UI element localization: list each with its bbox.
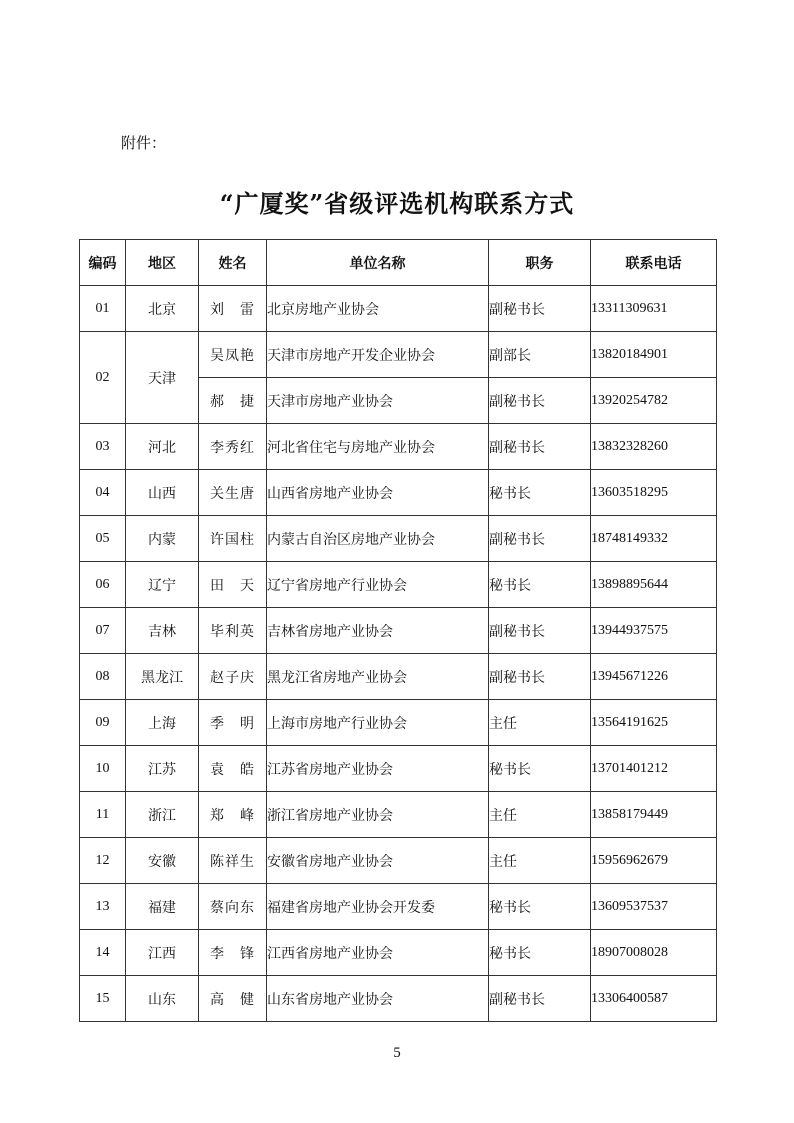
cell-title: 副秘书长 (489, 516, 591, 562)
cell-region: 浙江 (126, 792, 199, 838)
cell-code: 09 (80, 700, 126, 746)
cell-code: 12 (80, 838, 126, 884)
contacts-table (79, 239, 717, 1022)
cell-region: 北京 (126, 286, 199, 332)
cell-name: 季 明 (199, 700, 267, 746)
cell-name: 袁 皓 (199, 746, 267, 792)
cell-phone: 13311309631 (591, 286, 717, 332)
cell-name: 赵子庆 (199, 654, 267, 700)
cell-code: 10 (80, 746, 126, 792)
cell-title: 主任 (489, 700, 591, 746)
cell-name: 李秀红 (199, 424, 267, 470)
cell-phone: 13858179449 (591, 792, 717, 838)
header-name: 姓名 (199, 240, 267, 286)
cell-phone: 13944937575 (591, 608, 717, 654)
table-row (80, 608, 717, 654)
cell-unit: 山东省房地产业协会 (267, 976, 489, 1022)
cell-unit: 安徽省房地产业协会 (267, 838, 489, 884)
cell-code: 08 (80, 654, 126, 700)
cell-code: 14 (80, 930, 126, 976)
cell-region: 黑龙江 (126, 654, 199, 700)
cell-title: 主任 (489, 792, 591, 838)
cell-title: 副秘书长 (489, 976, 591, 1022)
cell-unit: 江苏省房地产业协会 (267, 746, 489, 792)
cell-unit: 黑龙江省房地产业协会 (267, 654, 489, 700)
table-row (80, 746, 717, 792)
cell-unit: 福建省房地产业协会开发委 (267, 884, 489, 930)
cell-name: 郑 峰 (199, 792, 267, 838)
cell-region: 河北 (126, 424, 199, 470)
cell-phone: 13306400587 (591, 976, 717, 1022)
cell-region: 天津 (126, 332, 199, 424)
header-title: 职务 (489, 240, 591, 286)
cell-unit: 天津市房地产开发企业协会 (267, 332, 489, 378)
cell-title: 秘书长 (489, 930, 591, 976)
cell-region: 内蒙 (126, 516, 199, 562)
cell-region: 安徽 (126, 838, 199, 884)
table-row (80, 470, 717, 516)
cell-title: 副秘书长 (489, 608, 591, 654)
table-row (80, 424, 717, 470)
table-row (80, 976, 717, 1022)
cell-title: 秘书长 (489, 884, 591, 930)
cell-region: 山西 (126, 470, 199, 516)
cell-name: 蔡向东 (199, 884, 267, 930)
table-row (80, 332, 717, 378)
cell-region: 山东 (126, 976, 199, 1022)
cell-unit: 辽宁省房地产行业协会 (267, 562, 489, 608)
cell-phone: 18907008028 (591, 930, 717, 976)
cell-phone: 15956962679 (591, 838, 717, 884)
cell-unit: 浙江省房地产业协会 (267, 792, 489, 838)
cell-code: 01 (80, 286, 126, 332)
cell-code: 07 (80, 608, 126, 654)
cell-title: 秘书长 (489, 562, 591, 608)
cell-name: 陈祥生 (199, 838, 267, 884)
cell-code: 02 (80, 332, 126, 424)
cell-title: 秘书长 (489, 746, 591, 792)
page-number: 5 (393, 1045, 401, 1061)
cell-phone: 13820184901 (591, 332, 717, 378)
cell-region: 江苏 (126, 746, 199, 792)
table-row (80, 286, 717, 332)
cell-phone: 13564191625 (591, 700, 717, 746)
cell-phone: 13609537537 (591, 884, 717, 930)
cell-code: 03 (80, 424, 126, 470)
table-row (80, 838, 717, 884)
table-row (80, 792, 717, 838)
cell-region: 江西 (126, 930, 199, 976)
cell-region: 辽宁 (126, 562, 199, 608)
cell-phone: 13701401212 (591, 746, 717, 792)
cell-unit: 内蒙古自治区房地产业协会 (267, 516, 489, 562)
cell-code: 11 (80, 792, 126, 838)
cell-title: 副秘书长 (489, 424, 591, 470)
table-row (80, 516, 717, 562)
cell-name: 许国柱 (199, 516, 267, 562)
cell-title: 副部长 (489, 332, 591, 378)
cell-region: 福建 (126, 884, 199, 930)
header-unit: 单位名称 (267, 240, 489, 286)
cell-region: 上海 (126, 700, 199, 746)
table-header-row (80, 240, 717, 286)
cell-unit: 上海市房地产行业协会 (267, 700, 489, 746)
header-code: 编码 (80, 240, 126, 286)
cell-name: 关生唐 (199, 470, 267, 516)
cell-name: 李 锋 (199, 930, 267, 976)
table-row (80, 654, 717, 700)
cell-title: 副秘书长 (489, 286, 591, 332)
header-phone: 联系电话 (591, 240, 717, 286)
table-row (80, 884, 717, 930)
cell-title: 副秘书长 (489, 654, 591, 700)
header-region: 地区 (126, 240, 199, 286)
attachment-label: 附件： (121, 134, 167, 152)
cell-phone: 13603518295 (591, 470, 717, 516)
page-title: “广厦奖”省级评选机构联系方式 (219, 189, 575, 218)
cell-unit: 江西省房地产业协会 (267, 930, 489, 976)
cell-code: 06 (80, 562, 126, 608)
cell-phone: 13945671226 (591, 654, 717, 700)
cell-unit: 河北省住宅与房地产业协会 (267, 424, 489, 470)
table-row (80, 700, 717, 746)
cell-title: 副秘书长 (489, 378, 591, 424)
cell-code: 15 (80, 976, 126, 1022)
cell-unit: 北京房地产业协会 (267, 286, 489, 332)
cell-phone: 13920254782 (591, 378, 717, 424)
table-row (80, 562, 717, 608)
cell-code: 13 (80, 884, 126, 930)
cell-phone: 13898895644 (591, 562, 717, 608)
cell-name: 刘 雷 (199, 286, 267, 332)
cell-unit: 山西省房地产业协会 (267, 470, 489, 516)
cell-region: 吉林 (126, 608, 199, 654)
cell-unit: 吉林省房地产业协会 (267, 608, 489, 654)
cell-title: 秘书长 (489, 470, 591, 516)
cell-name: 田 天 (199, 562, 267, 608)
cell-phone: 13832328260 (591, 424, 717, 470)
cell-code: 04 (80, 470, 126, 516)
table-row (80, 930, 717, 976)
cell-unit: 天津市房地产业协会 (267, 378, 489, 424)
cell-name: 郝 捷 (199, 378, 267, 424)
cell-name: 吴凤艳 (199, 332, 267, 378)
cell-code: 05 (80, 516, 126, 562)
cell-phone: 18748149332 (591, 516, 717, 562)
cell-name: 高 健 (199, 976, 267, 1022)
cell-name: 毕利英 (199, 608, 267, 654)
cell-title: 主任 (489, 838, 591, 884)
